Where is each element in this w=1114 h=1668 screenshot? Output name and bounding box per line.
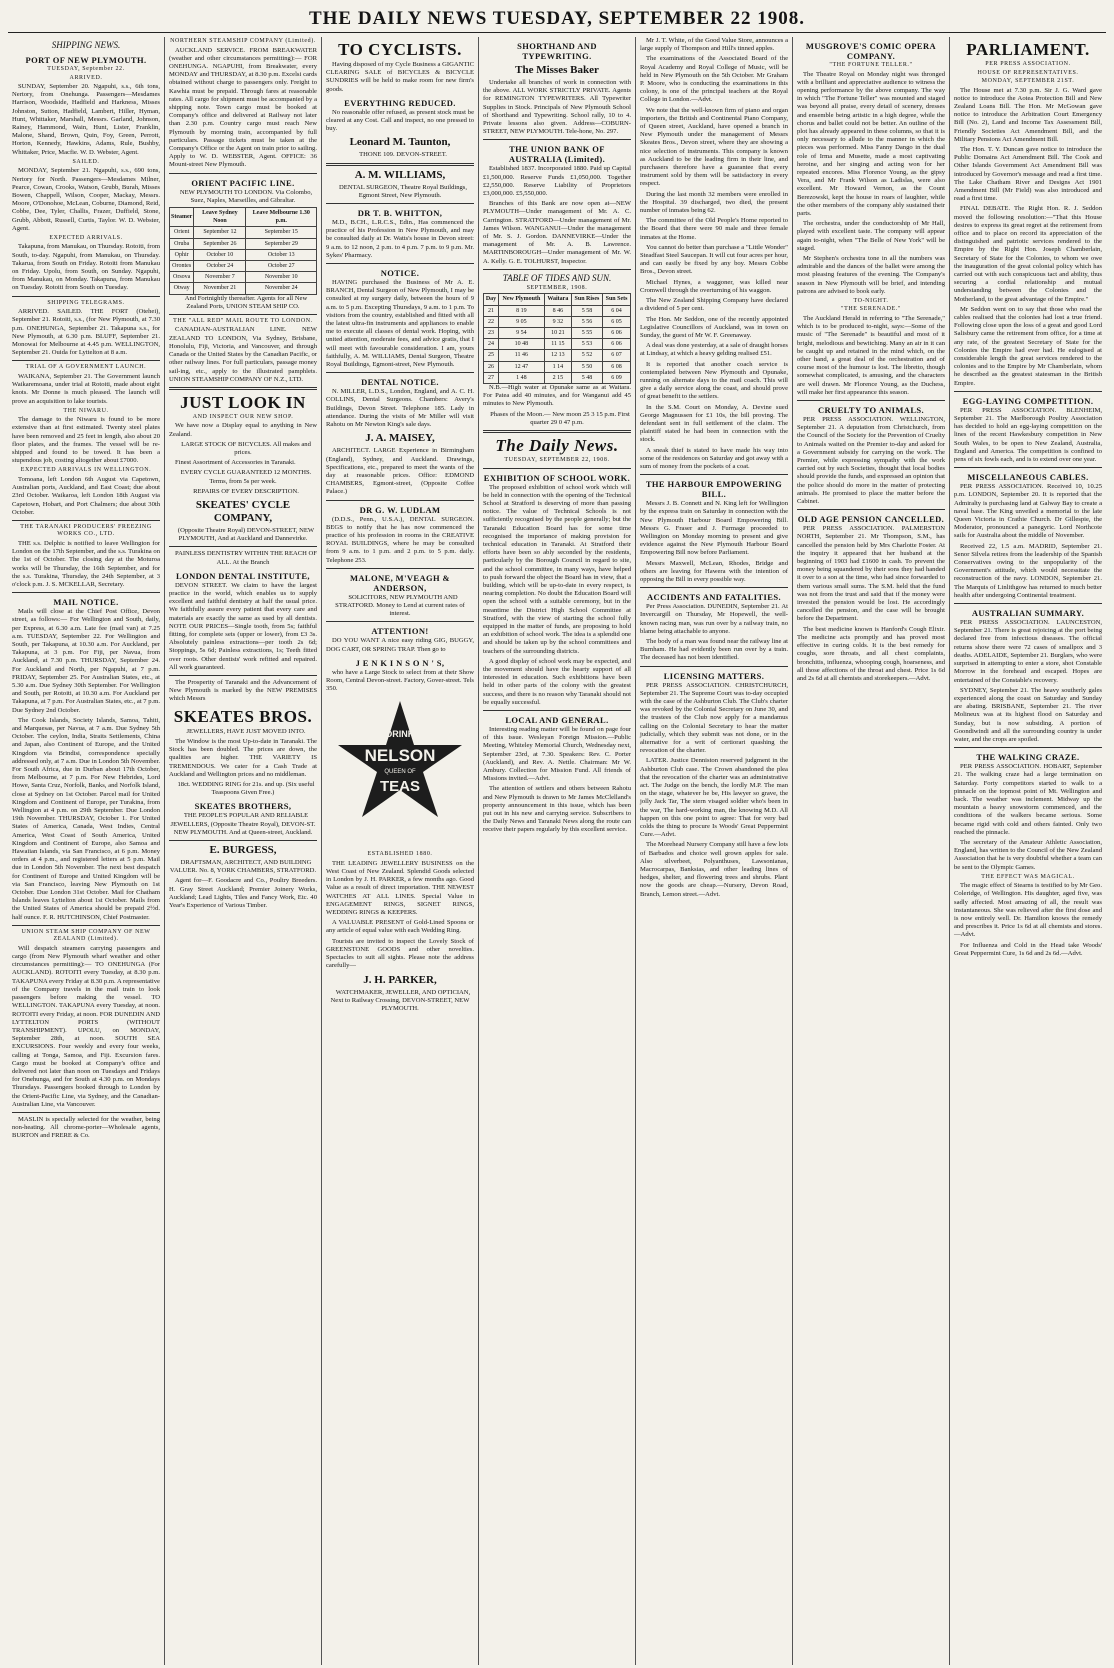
table-cell: 22 xyxy=(484,316,499,327)
table-cell: 2 15 xyxy=(544,372,571,383)
taunton-heading: Leonard M. Taunton, xyxy=(349,136,451,149)
table-cell: 21 xyxy=(484,305,499,316)
table-header: Leave Sydney Noon xyxy=(194,207,246,226)
trial-text: WAIKANA, September 21. The Government launch Waikaremoana, under trial at Rotoiti, made about eight knots. Mr Donne is much pleased. The launch will prove an acquisition to lake tourists. xyxy=(12,372,160,405)
news-item: The Hon. Mr Seddon, one of the recently appointed Legislative Councillors of Auckland, was in town on Sunday, the guest of Mr W. F. Greenaway. xyxy=(640,315,788,339)
table-cell: November 7 xyxy=(194,272,246,283)
table-cell: October 13 xyxy=(246,249,317,260)
attention-text: DO YOU WANT A nice easy riding GIG, BUGGY, DOG CART, OR SPRING TRAP. Then go to xyxy=(326,637,474,653)
tonight-text: The Auckland Herald in referring to "The Serenade," which is to be produced to-night, says:—Some of the music of "The Serenade" is beautiful and most of it bright, melodious and bewitching. Many an air in it can be caught up and retained in the mind which, on the other hand, a great deal of the orchestration and of course most of the humour is lost. The libretto, though somewhat complicated, is amusing, and the characters are well drawn. Mr Florence Young, as the Duchess, will make her first appearance this season. xyxy=(797,314,945,396)
news-item: We note that the well-known firm of piano and organ importers, the British and Continental Piano Company, of Queen street, Auckland, have opened a branch in New Plymouth under the management of Messrs Skeates Bros., Devon street, where they are showing a nice selection of instruments. This company is known as Auckland to be the leading firm in their line, and purchasers therefore have a guarantee that every instrument sold by them will be satisfactory in every respect. xyxy=(640,106,788,188)
expected-wellington-text: Tomoana, left London 6th August via Capetown, Australian ports, Auckland, and East Coast; due about 23rd October. Waikaroa, left London 18th August via Capetown, Hobart, and Port Chalmers; due about 30th October. xyxy=(12,475,160,516)
australian-summary-text-2: SYDNEY, September 21. The heavy southerly gales experienced along the coast on Saturday and Sunday are abating. BRISBANE, September 21. The river Molineux was at its highest flood on Saturday and Sunday, but is now subsiding. A portion of Goondiwindi and all the surrounding country is under water, and the crops are spoiled. xyxy=(954,686,1102,743)
parliament-text-3: FINAL DEBATE. The Right Hon. R. J. Seddon moved the following resolution:—"That this House desires to express its great regret at the retirement from office and to place on record its appreciation of the distinguished and patriotic services rendered to the Empire by the Right Hon. Joseph Chamberlain, Secretary of State for the Colonies, to whom we owe the inauguration of the great colonial policy which has carried out with such conspicuous tact and ability, thus securing a cordial relationship and mutual understanding between the Colonies and the Motherland, to the great advantage of the Empire." xyxy=(954,205,1102,303)
column-1 xyxy=(8,37,165,1665)
cyclists-text: Having disposed of my Cycle Business a GIGANTIC CLEARING SALE of BICYCLES & BICYCLE SUNDRIES will be held to make room for new firm's goods. xyxy=(326,61,474,93)
licensing-heading: LICENSING MATTERS. xyxy=(663,670,765,681)
teas-sub-text: QUEEN OF xyxy=(384,769,416,776)
table-cell: 10 21 xyxy=(544,327,571,338)
musgrove-text-3: Mr Stephen's orchestra tone in all the numbers was admirable and the dances of the ballet were among the most pleasing features of the evening. The Company's season in New Plymouth will be brief, and intending patrons are advised to book early. xyxy=(797,254,945,295)
table-cell: 6 06 xyxy=(603,339,631,350)
misc-cables-text-1: PER PRESS ASSOCIATION. Received 10, 10.25 p.m. LONDON, September 20. It is reported that the Admiralty is purchasing land at Galway Bay to create a naval base. The King unveiled a memorial to the late Queen Victoria in Crathie Church. Dr Gillespie, the Moderator, pronounced a panegyric. Lord Northcote sails for Australia about the middle of November. xyxy=(954,483,1102,540)
table-header: Waitara xyxy=(544,294,571,305)
amw-text: DENTAL SURGEON, Theatre Royal Buildings, Egmont Street, New Plymouth. xyxy=(338,183,468,199)
table-header: Sun Sets xyxy=(603,294,631,305)
amw-heading: A. M. WILLIAMS, xyxy=(354,168,446,181)
just-look-in-text-1: We have now a Display equal to anything in New Zealand. xyxy=(169,422,317,438)
daily-news-heading: The Daily News. xyxy=(495,436,619,455)
divider xyxy=(169,387,317,390)
divider xyxy=(326,500,474,501)
news-item: During the last month 32 members were enrolled in the Hospital. 39 discharged, two died, the present number of inmates being 62. xyxy=(640,190,788,215)
masthead: THE DAILY NEWS TUESDAY, SEPTEMBER 22 1908. xyxy=(8,6,1106,33)
table-cell: 8 19 xyxy=(498,305,544,316)
table-cell: Orient xyxy=(170,227,194,238)
table-row xyxy=(484,327,631,338)
table-cell: 24 xyxy=(484,339,499,350)
divider xyxy=(326,163,474,166)
table-row xyxy=(484,305,631,316)
misses-baker-text: Undertake all branches of work in connection with the above. ALL WORK STRICTLY PRIVATE. Agents for REMINGTON TYPEWRITERS. All Typewriter Supplies in Stock. Principals of New Plymouth School of Shorthand and Typewriting. School rally, 10 to 4. Private lessons also given. Address—COBURN-STREET, NEW PLYMOUTH. Tele-hone, No. 297. xyxy=(483,79,631,136)
ludlam-text: (D.D.S., Penn., U.S.A.), DENTAL SURGEON. BEGS to notify that he has now commenced the practice of his profession in rooms in the CREATIVE ROYAL BUILDINGS, where he may be consulted from 9 a.m. to 1 p.m. and 2 p.m. to 5 p.m. daily. Telephone 253. xyxy=(326,515,474,564)
table-cell: 1 48 xyxy=(498,372,544,383)
divider xyxy=(12,592,160,593)
column-2 xyxy=(165,37,322,1665)
port-heading: PORT OF NEW PLYMOUTH. xyxy=(25,55,147,65)
table-row xyxy=(170,272,317,283)
parliament-text-4: Mr Seddon went on to say that those who read the cables realised that the colonies had lost a true friend. Following close upon the loss of a great and good Lord Salisbury came the retirement from office, for a time at any rate, of the greatest Secretary of State for the Colonies the Empire had ever had. He eulogised at considerable length the great services rendered to the colonies and to the Empire by Mr Chamberlain, whom he described as the greatest statesman in the British Empire. xyxy=(954,305,1102,387)
parliament-text-2: The Hon. T. Y. Duncan gave notice to introduce the Public Domains Act Amendment Bill. The Cook and Other Islands Government Act Amendment Bill was introduced by Governor's message and read a first time. The Lake Chatham River and Designs Act 1901 Amendment Bill (Mr Field) was also introduced and read a first time. xyxy=(954,145,1102,203)
parliament-heading: PARLIAMENT. xyxy=(966,40,1090,59)
maisey-heading: J. A. MAISEY, xyxy=(365,432,435,445)
table-cell: October 27 xyxy=(246,260,317,271)
niwaru-text: The damage to the Niwaru is found to be more extensive than at first estimated. Twenty steel plates have been removed and 25 feet in length, also about 20 floor plates, and the frames. The vessel will be re-shipped and found to be towed. It has been a stupendous job, costing altogether about £7000. xyxy=(12,416,160,465)
australian-summary-text-1: PER PRESS ASSOCIATION. LAUNCESTON, September 21. There is great rejoicing at the port being declared free from infectious diseases. The official returns show there were 72 cases of smallpox and 3 deaths. ADELAIDE, September 21. Burglars, who were surprised in attempting to enter a store, shot Constable Morrow in the forehead and escaped. Hopes are entertained of the Constable's recovery. xyxy=(954,619,1102,684)
effect-text-2: For Influenza and Cold in the Head take Woods' Great Peppermint Cure, 1s 6d and 2s 6d.—Advt. xyxy=(954,941,1102,957)
divider xyxy=(12,520,160,521)
divider xyxy=(12,925,160,926)
reduced-heading: EVERYTHING REDUCED. xyxy=(344,97,456,108)
table-cell: 5 50 xyxy=(571,361,602,372)
expected-heading: EXPECTED ARRIVALS. xyxy=(49,234,123,241)
table-cell: September 26 xyxy=(194,238,246,249)
table-cell: 12 47 xyxy=(498,361,544,372)
skeates-bros-sub: JEWELLERS, HAVE JUST MOVED INTO. xyxy=(186,727,306,735)
divider xyxy=(326,621,474,622)
ludlam-heading: DR G. W. LUDLAM xyxy=(359,504,441,515)
tonight-heading: TO-NIGHT. xyxy=(853,297,889,304)
tonight-sub: "THE SERENADE." xyxy=(841,306,901,313)
telegrams-text: ARRIVED. SAILED. THE FORT (Otehei), September 21. Rotoiti, s.s., (for New Plymouth, at 7.30 p.m. ONEHUNGA, September 21. Takapuna s.s., for New Plymouth, at 6.30 p.m. BLUFF, September 21. Monowai for Melbourne at 4.45 p.m. WELLINGTON, September 21. Ouida for Lyttelton at 8 a.m. xyxy=(12,308,160,357)
licensing-text-3: The Morehead Nursery Company still have a few lots of Barbados and choice well grown apples for sale. Also silverbeet, Polyanthuses, Lawsonianas, Macrocarpas, Banksias, and other leading lines of hedges, shelter, and flowering trees and shrubs. Plant now the goods are cheap.—Nursery, Devon Road, Branch, Lemon street.—Advt. xyxy=(640,841,788,898)
divider xyxy=(954,467,1102,468)
news-item: A sneak thief is stated to have made his way into some of the residences on Saturday and got away with a sum of money from the pockets of a coat. xyxy=(640,446,788,470)
table-row xyxy=(484,350,631,361)
table-row xyxy=(484,372,631,383)
table-cell: 6 08 xyxy=(603,361,631,372)
musgrove-text-1: The Theatre Royal on Monday night was thronged with a brilliant and appreciative audience to witness the opening performance by the above company. The way in which "The Fortune Teller" was mounted and staged was beyond all praise, every detail of scenery, dresses and ensemble being artistic in a high degree, while the chorus and ballet could not be better. An outline of the plot has already appeared in these columns, so that it is only necessary to allude to the manner in which the pieces was performed. Miss Fanny Dango in the dual role of Irma and Musette, made a most captivating heroine, and her singing and acting won for her repeated encores. Miss Florence Young, as the gipsy Vera, and Mr Frank Wilson as Ladislas, were also excellent. Mr Howard Vernon, as the Count Berezowski, kept the house in roars of laughter, while the other members of the company ably sustained their parts. xyxy=(797,70,945,217)
prosperity-text: The Prosperity of Taranaki and the Advancement of New Plymouth is marked by the NEW PREMISES which Messrs xyxy=(169,679,317,703)
parliament-sub: PER PRESS ASSOCIATION. xyxy=(985,61,1071,67)
table-cell: 6 09 xyxy=(603,372,631,383)
table-row xyxy=(484,361,631,372)
table-row xyxy=(170,283,317,294)
table-cell: Ophir xyxy=(170,249,194,260)
trial-heading: TRIAL OF A GOVERNMENT LAUNCH. xyxy=(25,364,147,371)
table-cell: 5 48 xyxy=(571,372,602,383)
table-cell: 6 04 xyxy=(603,305,631,316)
expected-text: Takapuna, from Manukau, on Thursday. Rotoiti, from South, to-day. Ngapuhi, from Manukau, on Thursday. Takarua, from South on Friday. Rotoiti from Manukau on Friday. Upolu, from South, on Sunday. Ngapuhi, from Manukau, on Monday. Takapuna, from Manukau on Tuesday. Rotoiti from South on Tuesday. xyxy=(12,243,160,292)
skeates-brothers-heading: SKEATES BROTHERS, xyxy=(194,801,292,812)
table-cell: 10 48 xyxy=(498,339,544,350)
maslin-ad: MASLIN is specially selected for the weather, being non-heating. All chrome-porter—Wholesale agents, BURTON and FRERE & Co. xyxy=(12,1115,160,1140)
northern-steamship-text: AUCKLAND SERVICE. FROM BREAKWATER (weather and other circumstances permitting):— FOR ONEHUNGA. NGAPUHI, from Breakwater, every MONDAY and THURSDAY, at 8.30 p.m. Excelsi cards obtained without charge to passengers only. Freight to Kawhia must be prepaid. Through fares at reasonable rates. All cargo for shipment must be accompanied by a shipping note. Town cargo must be booked at Company's office and delivered at Railway not later than 2.30 p.m. Country cargo must reach New Plymouth by morning train, accompanied by full particulars. Passage tickets must be taken at the Company's Office or the Agent on train prior to sailing. Apply to W. D. WEBSTER, Agent. OFFICE: 36 Mount-street New Plymouth. xyxy=(169,46,317,169)
table-header: Sun Rises xyxy=(571,294,602,305)
column-3 xyxy=(322,37,479,1665)
table-cell: October 10 xyxy=(194,249,246,260)
divider xyxy=(169,840,317,841)
union-bank-text: Established 1837. Incorporated 1880. Paid up Capital £1,500,000. Reserve Funds £1,050,000. Together £2,550,000. Reserve Liability of Proprietors £3,000,000. £5,550,000. xyxy=(483,165,631,198)
divider xyxy=(169,546,317,547)
divider xyxy=(797,509,945,510)
table-cell: 9 54 xyxy=(498,327,544,338)
table-cell: 5 52 xyxy=(571,350,602,361)
harbour-text-2: Messrs Maxwell, McLean, Rhodes, Bridge and others are leaving for Hawera with the intention of opposing the Bill in every possible way. xyxy=(640,559,788,583)
tides-table xyxy=(483,293,631,384)
news-item: The New Zealand Shipping Company have declared a dividend of 5 per cent. xyxy=(640,297,788,313)
table-header: Steamer xyxy=(170,207,194,226)
table-cell: 6 06 xyxy=(603,327,631,338)
notice-text: HAVING purchased the Business of Mr A. E. BRANCH, Dental Surgeon of New Plymouth, I may be consulted at my surgery daily, between the hours of 9 a.m. to 5 p.m. Excepting Thursdays, 9 a.m. to 1 p.m. To visitors from the country, established and fitted with all the latest ultra-fin instruments and appliances to enable me to execute all classes of dental work. Hoping, with united attention, moderate fees, and advice gratis, that I will meet with favourable consideration. I am, yours faithfully, A. M. WILLIAMS, Dental Surgeon, Theatre Royal Buildings, Egmont-street, New Plymouth. xyxy=(326,279,474,369)
table-cell: September 15 xyxy=(246,227,317,238)
table-cell: November 24 xyxy=(246,283,317,294)
columns xyxy=(8,37,1106,1665)
divider xyxy=(326,372,474,373)
table-cell: September 29 xyxy=(246,238,317,249)
taunton-text: THONE 109. DEVON-STREET. xyxy=(359,151,447,159)
old-age-heading: OLD AGE PENSION CANCELLED. xyxy=(797,514,945,525)
divider xyxy=(483,139,631,140)
column-4 xyxy=(479,37,636,1665)
table-cell: November 10 xyxy=(246,272,317,283)
shipping-heading: SHIPPING NEWS. xyxy=(51,40,121,50)
table-cell: 1 14 xyxy=(544,361,571,372)
musgrove-sub: "THE FORTUNE TELLER." xyxy=(829,62,913,68)
news-item: The committee of the Old People's Home reported to the Board that there were 90 male and three female inmates at the Home. xyxy=(640,217,788,241)
union-bank-branches: Branches of this Bank are now open at—NEW PLYMOUTH—Under management of Mr. A. C. Carrington. STRATFORD—Under management of Mr. James Wilson. WANGANUI—Under the management of Mr. S. J. Gordon. DANNEVIRKE—Under the management of Mr. A. B. Lawrence. MARTINBOROUGH—Under management of Mr. W. A. Kelly. G. E. TOLHURST, Inspector. xyxy=(483,200,631,265)
divider xyxy=(169,675,317,676)
teas-bottom-text: TEAS xyxy=(379,778,421,796)
burgess-heading: E. BURGESS, xyxy=(209,843,277,856)
table-cell: 12 13 xyxy=(544,350,571,361)
table-cell: 9 32 xyxy=(544,316,571,327)
just-look-in-text-4: EVERY CYCLE GUARANTEED 12 MONTHS. Terms, from 5s per week. xyxy=(180,469,312,485)
table-cell: Otway xyxy=(170,283,194,294)
expected-wellington-heading: EXPECTED ARRIVALS IN WELLINGTON. xyxy=(20,467,152,474)
australian-summary-heading: AUSTRALIAN SUMMARY. xyxy=(971,608,1085,619)
table-row xyxy=(170,227,317,238)
parker-text: WATCHMAKER, JEWELLER, AND OPTICIAN, Next to Railway Crossing, DEVON-STREET, NEW PLYMOUTH. xyxy=(330,988,471,1012)
table-header: Day xyxy=(484,294,499,305)
divider xyxy=(640,587,788,588)
divider xyxy=(797,400,945,401)
table-cell: Orsova xyxy=(170,272,194,283)
shorthand-heading: SHORTHAND AND TYPEWRITING. xyxy=(517,41,597,61)
telegrams-heading: SHIPPING TELEGRAMS. xyxy=(47,299,125,306)
freezing-works-heading: THE TARANAKI PRODUCERS' FREEZING WORKS CO., LTD. xyxy=(20,523,152,538)
mail-heading: MAIL NOTICE. xyxy=(53,597,119,608)
london-dental-heading: LONDON DENTAL INSTITUTE, xyxy=(176,570,310,581)
misses-baker-heading: The Misses Baker xyxy=(515,64,599,76)
jenkinson-text: who have a Large Stock to select from at their Show Room, Central Devon-street. Factory, Gover-street. Tels 350. xyxy=(326,668,474,693)
whitton-text: M.D., B.CH., L.R.C.S., Edin., Has commenced the practice of his Profession in New Plymouth, and may be consulted daily at Dr. Watts's house in Devon street: 9 a.m. to 12 noon, 2 p.m. to 4 p.m. 7 p.m. to 9 p.m. Mr. Sykes' Pharmacy. xyxy=(326,219,474,259)
divider xyxy=(954,747,1102,748)
licensing-text-1: PER PRESS ASSOCIATION. CHRISTCHURCH, September 21. The Supreme Court was to-day occupied with the case of the Ashburton Club. The Club's charter was revoked by the Colonial Secretary on June 30, and the trustees of the Club now apply for a mandamus calling on the Colonial Secretary to hear the matter judicially, which they submit was not done, or in the alternative for a writ of certiorari quashing the revocation of the charter. xyxy=(640,681,788,755)
egg-laying-text: PER PRESS ASSOCIATION. BLENHEIM, September 21. The Marlborough Poultry Association has decided to hold an egg-laying competition on the lines of the recent Hawkesbury competition in New South Wales, to be open to New Zealand, Australia, England and America. The competition is confined to pens of six fowls each, and is to extend over one year. xyxy=(954,406,1102,464)
table-cell: 5 53 xyxy=(571,339,602,350)
just-look-in-sub: AND INSPECT OUR NEW SHOP. xyxy=(192,413,294,420)
all-red-heading: THE "ALL RED" MAIL ROUTE TO LONDON. xyxy=(173,317,313,324)
column-5 xyxy=(636,37,793,1665)
news-item: In the S.M. Court on Monday, A. Devine sued George Magnussen for £1 10s, the bill proving. The defendant sent in full settlement of the claim. The plaintiff stated he had been in connection with the stock. xyxy=(640,403,788,444)
table-cell: 11 15 xyxy=(544,339,571,350)
divider xyxy=(12,296,160,297)
divider xyxy=(483,269,631,270)
sailed-heading: SAILED. xyxy=(72,158,100,165)
table-cell: 5 56 xyxy=(571,316,602,327)
table-cell: 6 07 xyxy=(603,350,631,361)
valuable-present-text: A VALUABLE PRESENT of Gold-Lined Spoons or any article of equal value with each Wedding Ring. xyxy=(326,919,474,935)
accidents-text-2: The body of a man was found near the railway line at Burnham. He had evidently been run over by a train. The deceased has not been identified. xyxy=(640,638,788,662)
walking-craze-text-2: The secretary of the Amateur Athletic Association, England, has written to the Council of the New Zealand Association that he is very doubtful whether a team can be sent to the Olympic Games. xyxy=(954,838,1102,871)
walking-craze-heading: THE WALKING CRAZE. xyxy=(976,752,1080,763)
table-row xyxy=(170,238,317,249)
burgess-text: DRAFTSMAN, ARCHITECT, AND BUILDING VALUER. No. 8, YORK CHAMBERS, STRATFORD. xyxy=(169,858,317,875)
table-cell: 6 05 xyxy=(603,316,631,327)
sailed-text: MONDAY, September 21. Ngapuhi, s.s., 690 tons, Nertory for North. Passengers—Mesdames Milner, Pearce, Cowan, Crooks, Watson, Grubb, Burah, Misses Bowen, Chappell, Wilson, Cooper, Mackay, Messrs. Moore, O'Donohoe, McLean, Coburne, Diamond, Reid, Cobbe, Dee, Tyler, Challis, Frazer, Duffield, Stone, Grubb, Abbott, Russell, Curtis, Taylor. W. D. Webster, Agent. xyxy=(12,167,160,232)
mail-text-2: The Cook Islands, Society Islands, Samoa, Tahiti, and Marquesas, per Navua, at 7 a.m. Due Sydney 5th October. The ceylon, India, Straits Settlements, China and Japan, also Continent of Europe, and the United Kingdom via Brindisi, correspondence specially addressed only, at 7 a.m. Due in London 5th November. For South Africa, due in Durban about 17th October, from Melbourne, at 7 p.m. For New Hebrides, Lord Howe, Santa Cruz, Norfolk, Banks, and Norfolk Island, close at Sydney on 1st October. Parcel mail for United Kingdom and Continent of Europe, per Turakina, from Wellington at 4 p.m. on 29th September. Due London 19th November. THURSDAY, October 1. For United States of America, Canada, West Indies, Central America, West Coast of South America, United Kingdom and Continent of Europe, also Samoa and Hawaiian Islands, via San Francisco, at 6 p.m. Money orders at 4 p.m., and registered letters at 5 p.m. Mail due in London 5th November. The next best despatch for Continent of Europe and United Kingdom will be via San Francisco, leaving New Plymouth on 1st October. Due London 31st October. Mail for Chatham Islands leaves Lyttelton about 1st October. Mails from the United States of America should be prepaid 2½d. half ounce. F. R. HUTCHINSON, Chief Postmaster. xyxy=(12,716,160,921)
divider xyxy=(169,173,317,174)
news-item: Michael Hynes, a waggoner, was killed near Cromwell through the overturning of his waggon. xyxy=(640,278,788,294)
northern-steamship-heading: NORTHERN STEAMSHIP COMPANY (Limited). xyxy=(170,38,316,44)
tides-subheading: SEPTEMBER, 1908. xyxy=(526,284,588,291)
cruelty-heading: CRUELTY TO ANIMALS. xyxy=(817,405,925,416)
orient-heading: ORIENT PACIFIC LINE. xyxy=(191,177,295,188)
just-look-in-text-2: LARGE STOCK OF BICYCLES. All makes and prices. xyxy=(181,440,311,457)
divider xyxy=(483,430,631,433)
harbour-text-1: Messrs J. B. Connett and N. King left for Wellington by the express train on Saturday in connection with the New Plymouth Harbour Board Empowering Bill. Messrs G. Fraser and J. Furmage proceeded to Wellington on Monday morning to present and give evidence against the New Plymouth Harbour Board Empowering Bill now before Parliament. xyxy=(640,500,788,557)
painless-text: PAINLESS DENTISTRY WITHIN THE REACH OF ALL. At the Branch xyxy=(175,550,317,566)
news-item: Mr J. T. White, of the Good Value Store, announces a large supply of Thompson and Hill's tinned apples. xyxy=(640,37,788,53)
exhibition-text-1: The proposed exhibition of school work which will be held in connection with the opening of the Technical School at Stratford is deserving of more than passing notice. The value of Technical Schools is not sufficiently recognised by the people generally; but the Taranaki Education Board has for some time recognised the importance of making provision for technical education in Taranaki. At Stratford their efforts have been so ably seconded by the residents, particularly by the Borough Council in regard to site, and the school committee, in many ways, have helped to push forward the object the Board has in view, that a building, which will be up-to-date in every respect, is nearing completion. No doubt the Education Board will open the school with a suitable ceremony, but in the meantime the District High School Committee at Stratford, with the view of starting the school fully equipped in the matter of funds, are proposing to hold an exhibition of school work. The idea is a splendid one and should be taken up by the school committees and teachers of the surrounding districts. xyxy=(483,483,631,655)
parker-heading: J. H. PARKER, xyxy=(363,973,437,986)
union-steam-text: Will despatch steamers carrying passengers and cargo (from New Plymouth wharf weather and other circumstances permitting):— TO ONEHUNGA (For AUCKLAND). ROTOITI every Tuesday, at 8.30 p.m. TAKAPUNA every Friday at 8.30 p.m. A representative of the Company travels in the mail train to look passengers before making the vessel. TO WELLINGTON. TAKAPUNA every Tuesday, at noon. ROTOITI every Friday, at noon. FOR DUNEDIN AND LYTTELTON PORTS (WITHOUT TRANSHIPMENT). UPOLU, on MONDAY, September 28th, at noon. SOUTH SEA EXCURSIONS. Four weekly and every four weeks, calling at Tonga, Samoa, and Fiji. Excursion fares. Cargo must be booked at Company's office and delivered not later than noon on Tuesdays and Fridays for Onehunga, and for South at 4.30 p.m. on Mondays Thursdays. Passengers booked through to London by the Orient-Pacific Line, via Sydney, and the Canadian-Australian Line, via Vancouver. xyxy=(12,944,160,1108)
divider xyxy=(640,474,788,475)
musgrove-text-2: The orchestra, under the conductorship of Mr Hall, played with excellent taste. The company will appear again to-night, when "The Belle of New York" will be staged. xyxy=(797,220,945,252)
column-7 xyxy=(950,37,1106,1665)
table-cell: September 12 xyxy=(194,227,246,238)
divider xyxy=(483,710,631,711)
exhibition-text-2: A good display of school work may be expected, and the movement should have the hearty support of all interested in education. Such exhibitions have been held in other parts of the colony with the greatest success, and there is no reason why Taranaki should not be equally successful. xyxy=(483,657,631,706)
walking-craze-text-1: PER PRESS ASSOCIATION. HOBART, September 21. The walking craze had a large termination on Saturday. Forty competitors started to walk to a pinnacle on the topmost point of Mt. Wellington and back. The weather was inclement. Midway up the mountain a heavy snowstorm commenced, and the conditions of the walkers became serious. Some became rigid with cold and others fainted. Only two reached the pinnacle. xyxy=(954,763,1102,836)
parliament-text-1: The House met at 7.30 p.m. Sir J. G. Ward gave notice to introduce the Aotea Protection Bill and New Zealand Loans Bill. The Hon. Mr McGowan gave notice to introduce the Arbitration Court Emergency Bill (No. 2), Land and Income Tax Assessment Bill, Friendly Societies Act Amendment Bill, and the Military Pensions Act Amendment Bill. xyxy=(954,86,1102,143)
divider xyxy=(326,263,474,264)
local-general-heading: LOCAL AND GENERAL. xyxy=(505,714,609,725)
column-6 xyxy=(793,37,950,1665)
table-row xyxy=(170,249,317,260)
divider xyxy=(12,360,160,361)
table-row xyxy=(170,260,317,271)
divider xyxy=(326,203,474,204)
licensing-text-2: LATER. Justice Denniston reserved judgment in the Ashburton Club case. The Crown abandoned the plea that the revocation of the charter was an administrative act. The Judge on the bench, the lordly M.P. The man on the stage, whatever he be, His lawyer so grave, the jolly Jack Tar, The stern visaged soldier who's been in the war, The hard-working man, the knowing M.D. All happen on this one point to agree: That for very bad colds the thing to procure Is Woods' Great Peppermint Cure.—Advt. xyxy=(640,757,788,839)
tourists-text: Tourists are invited to inspect the Lovely Stock of GREENSTONE GOODS and other novelties. Spectacles to suit all sights. Please note the address carefully— xyxy=(326,937,474,970)
accidents-text-1: Per Press Association. DUNEDIN, September 21. At Invercargill on Thursday, Mr Hopewell, the well-known racing man, was run over by a railway train, no blame being attachable to anyone. xyxy=(640,603,788,635)
just-look-in-text-5: REPAIRS OF EVERY DESCRIPTION. xyxy=(193,487,299,495)
orient-route: NEW PLYMOUTH TO LONDON. Via Colombo, Suez, Naples, Marseilles, and Gibraltar. xyxy=(179,188,313,204)
table-cell: Orontes xyxy=(170,260,194,271)
harbour-heading: THE HARBOUR EMPOWERING BILL. xyxy=(645,479,783,500)
union-bank-heading: THE UNION BANK OF AUSTRALIA (Limited). xyxy=(508,144,606,165)
tides-note: N.B.—High water at Opunake same as at Waitara. For Patea add 40 minutes, and for Wanganui add 45 minutes to New Plymouth. xyxy=(483,383,631,408)
skeates-cycle-heading: SKEATES' CYCLE COMPANY, xyxy=(195,499,291,525)
news-item: The examinations of the Associated Board of the Royal Academy and Royal College of Music, will be held in New Plymouth on the 5th October. Mr Graham P. Moore, who is conducting the examinations in this colony, is one of the principal teachers at the Royal College in London.—Advt. xyxy=(640,55,788,104)
dental-notice-text: N. MILLER, L.D.S., London, England, and A. C. H. COLLINS, Dental Surgeons. Chambers: Avery's Buildings, Devon Street. Telephone 185. Lady in attendance. During the visits of Mr Miller will visit Rahotu on Mr Newton King's sale days. xyxy=(326,388,474,429)
arrived-text: SUNDAY, September 20. Ngapuhi, s.s., 6th tons, Nertory, from Onehunga. Passengers—Mesdames Harrison, Woodside, Hadfield and Harkness, Misses Johnston, Sutton, Hadfield, Lambert, Hiller, Hyman, Hunt, Whittaker, Marshall, Messrs. Garland, Johnson, Rainey, Hammond, Wain, Hunt, Lister, Franklin, Malone, Shand, Brown, Quin, Foy, Green, Perrott, Horton, Kennedy, Hawkins, Adams, Rule, Bushby, Whittaker, Price, Macfie. W. D. Webster, Agent. xyxy=(12,83,160,156)
local-general-text-2: The attention of settlers and others between Rahotu and New Plymouth is drawn to Mr James McClelland's property announcement in this issue, which has been put out in his new and carrying service. Subscribers to the Daily News and Taranaki News along the route can receive their papers regularly by this excellent service. xyxy=(483,785,631,834)
cruelty-text: PER PRESS ASSOCIATION. WELLINGTON, September 21. A deputation from Christchurch, from the Council of the Society for the Prevention of Cruelty to Animals waited on the Premier to-day and asked for a Government subsidy for carrying on the work. The Premier, while expressing sympathy with the work carried out by such Societies, thought that local bodies should provide the funds, and expressed an opinion that the police should do more in the matter of protecting animals. He promised to place the matter before the Cabinet. xyxy=(797,416,945,506)
table-header: Leave Melbourne 1.30 p.m. xyxy=(246,207,317,226)
nelson-teas-star-logo xyxy=(326,697,474,847)
malone-heading: MALONE, M'VEAGH & ANDERSON, xyxy=(349,572,451,593)
niwaru-heading: THE NIWARU. xyxy=(63,407,109,414)
divider xyxy=(326,568,474,569)
port-date: TUESDAY, September 22. xyxy=(47,66,125,72)
notice-heading: NOTICE. xyxy=(380,268,420,279)
old-age-text-2: The best medicine known is Hanford's Cough Elixir. The medicine acts promptly and has proved most effective in curing colds. It is the best remedy for coughs, sore throats, and all chest complaints, bronchitis, influenza, whooping cough, hoarseness, and all those affections of the throat and chest. Price 1s 6d and 2s 6d at all chemists and storekeepers.—Advt. xyxy=(797,625,945,682)
arrived-heading: ARRIVED. xyxy=(69,74,103,81)
established-text: ESTABLISHED 1880. xyxy=(367,851,433,858)
news-item: A deal was done yesterday, at a sale of draught horses at Lindsay, at which a heavy gelding realised £51. xyxy=(640,342,788,358)
just-look-in-heading: JUST LOOK IN xyxy=(180,392,306,412)
union-steam-heading: UNION STEAM SHIP COMPANY OF NEW ZEALAND (Limited). xyxy=(21,928,151,943)
maisey-text: ARCHITECT. LARGE Experience in Birmingham (England), Sydney, and Auckland. Drawings, Specifications, etc., prepared to meet the wants of the day at reasonable prices. Office: EDMOND CHAMBERS, Egmont-street, (Opposite Coffee Palace.) xyxy=(326,447,474,496)
table-cell: October 24 xyxy=(194,260,246,271)
news-item: It is reported that another coach service is contemplated between New Plymouth and Opunake, running on alternate days to the mail coach. This will give a daily service along the coast, and should prove of great benefit to the settlers. xyxy=(640,360,788,401)
daily-news-date: TUESDAY, SEPTEMBER 22, 1908. xyxy=(504,457,610,463)
dental-notice-heading: DENTAL NOTICE. xyxy=(361,377,439,388)
table-row xyxy=(484,339,631,350)
divider xyxy=(483,468,631,469)
skeates-brothers-text: THE PEOPLE'S POPULAR AND RELIABLE JEWELLERS, (Opposite Theatre Royal), DEVON-ST. NEW PLYMOUTH. And at Queen-street, Auckland. xyxy=(170,812,316,836)
cyclists-text-2: No reasonable offer refused, as present stock must be cleared at any Cost. Call and inspect, no one pressed to buy. xyxy=(326,108,474,133)
table-cell: 23 xyxy=(484,327,499,338)
orient-agents: And Fortnightly thereafter. Agents for all New Zealand Ports, UNION STEAM SHIP CO. xyxy=(184,294,308,310)
jenkinson-heading: J E N K I N S O N ' S, xyxy=(355,657,445,668)
london-dental-text: DEVON STREET. We claim to have the largest practice in the world, which enables us to supply excellent and faithful dentistry at half the usual price. We faithfully assure every patient that every care and materials are exactly the same as used by all dentists. NOTE OUR PRICES—Single tooth, from 5s; faithful fitting, for complete sets (upper or lower), from £3 3s. Absolutely painless extractions—per tooth 2s 6d; Stoppings, 5s 6d; Painless extractions, 1s; Teeth fitted over roots. Other dentists' work refitted and repaired. All work guaranteed. xyxy=(169,581,317,671)
divider xyxy=(12,1112,160,1113)
table-row xyxy=(484,316,631,327)
news-item: You cannot do better than purchase a "Little Wonder" Steadfast Steel Saucepan. It will cut four acres per hour, and can easily be fixed by any boy. Messrs Cobbe Bros., Devon street. xyxy=(640,243,788,276)
divider xyxy=(954,603,1102,604)
misc-cables-text-2: Received 22, 1.5 a.m. MADRID, September 21. Senor Silvela retires from the leadership of the Spanish Conservatives owing to the unpopularity of the Government's attitude, which would necessitate the reconstruction of the navy. LONDON, September 21. The Marquis of Linlithgow has returned to much better health after undergoing Continental treatment. xyxy=(954,542,1102,599)
table-cell: 8 46 xyxy=(544,305,571,316)
table-cell: 27 xyxy=(484,372,499,383)
malone-text: SOLICITORS, NEW PLYMOUTH AND STRATFORD. Money to Lend at current rates of interest. xyxy=(335,593,465,618)
teas-top-text: DRINK xyxy=(385,729,415,740)
teas-mid-text: NELSON xyxy=(364,746,436,766)
table-cell: Oruba xyxy=(170,238,194,249)
house-date: MONDAY, SEPTEMBER 21ST. xyxy=(981,78,1075,84)
tides-heading: TABLE OF TIDES AND SUN. xyxy=(502,272,612,283)
divider xyxy=(640,666,788,667)
effect-text-1: The magic effect of Stearns is testified to by Mr Geo. Coleridge, of Wellington. His daughter, aged five, was sadly affected. Most amazing of all, the result was instantaneous. She was relieved after the first dose and is now entirely well. Dr. Hamilton knows the remedy and prescribes it. Price 1s 6d at all chemists and stores.—Advt. xyxy=(954,882,1102,939)
freezing-works-text: THE s.s. Delphic is notified to leave Wellington for London on the 17th September, and the s.s. Turakina on the 1st of October. The closing day at the Moturoa works will be Thursday, the 16th September, and for the s.s. Turakina, Thursday, the 24th September, at 3 o'clock p.m. J. S. MCKELLAR, Secretary. xyxy=(12,539,160,588)
table-cell: 11 46 xyxy=(498,350,544,361)
burgess-agent-text: Agent for—F. Goodacre and Co., Poultry Breeders. H. Gray Street Auckland; Premier Joinery Works, Auckland; Lead Lights, Tiles and Fancy Work, Etc. 40 Year's Experience of Various Timber. xyxy=(169,877,317,909)
mail-text-1: Mails will close at the Chief Post Office, Devon street, as follows:— For Wellington and South, daily, per Express, at 6.30 a.m. Late fee (mail van) at 7.25 a.m. TUESDAY, September 22. For Wellington and South, per Takapuna, at 10.30 a.m. For Auckland, per Takapuna, at 3 p.m. For Fiji, per Navua, from Auckland, at 7.30 p.m. THURSDAY, September 24. For Auckland and North, per Ngapuhi, at 7 p.m. FRIDAY, September 25. For Australian States, etc., at 5.30 a.m. Due Sydney 30th September. For Wellington and South, per Rotoiti, at 10.30 a.m. For Auckland per Takapuna, at 7 p.m. For Australian States, etc., at 7 p.m. Due Sydney 2nd October. xyxy=(12,608,160,714)
effect-heading: THE EFFECT WAS MAGICAL. xyxy=(981,873,1075,880)
cyclists-heading: TO CYCLISTS. xyxy=(338,40,462,59)
misc-cables-heading: MISCELLANEOUS CABLES. xyxy=(967,472,1089,483)
whitton-heading: DR T. B. WHITTON, xyxy=(357,208,443,219)
old-age-text-1: PER PRESS ASSOCIATION. PALMERSTON NORTH, September 21. Mr Thompson, S.M., has cancelled the pension held by Mrs Charlotte Foster. At the inquiry it appeared that her husband at the beginning of 1903 had £1600 in cash. To prevent the money being squandered by their sons they had handed it over to a son at the time, who had since forwarded to them various small sums. The S.M. held that the fund was not from the trust and said that if the money were invested the pension would be lost. He accordingly cancelled the pension, and the case will be brought before the Department. xyxy=(797,525,945,623)
house-heading: HOUSE OF REPRESENTATIVES. xyxy=(977,69,1079,76)
attention-heading: ATTENTION! xyxy=(371,626,429,637)
divider xyxy=(169,314,317,315)
table-cell: 25 xyxy=(484,350,499,361)
skeates-bros-heading: SKEATES BROS. xyxy=(173,706,313,726)
divider xyxy=(954,391,1102,392)
table-header: New Plymouth xyxy=(498,294,544,305)
skeates-bros-text: The Window is the most Up-to-date in Taranaki. The Stock has been doubled. The prices are down, the qualities are higher. THE VARIETY IS TREMENDOUS. We cater for a Cash Trade at Auckland and Wellington prices and no middleman. xyxy=(169,737,317,778)
wedding-ring-text: 18ct. WEDDING RING for 21s. and up. (Six useful Teaspoons Given Free.) xyxy=(177,780,315,797)
accidents-heading: ACCIDENTS AND FATALITIES. xyxy=(647,592,781,603)
table-cell: 5 55 xyxy=(571,327,602,338)
orient-sailings-table xyxy=(169,207,317,295)
egg-laying-heading: EGG-LAYING COMPETITION. xyxy=(962,395,1094,406)
table-cell: 5 58 xyxy=(571,305,602,316)
table-cell: 26 xyxy=(484,361,499,372)
exhibition-heading: EXHIBITION OF SCHOOL WORK. xyxy=(483,472,631,483)
just-look-in-text-3: Finest Assortment of Accessories in Taranaki. xyxy=(175,459,296,467)
musgrove-heading: MUSGROVE'S COMIC OPERA COMPANY. xyxy=(805,41,937,61)
table-cell: 9 05 xyxy=(498,316,544,327)
moon-phases: Phases of the Moon.— New moon 25 3 15 p.m. First quarter 29 0 47 p.m. xyxy=(490,410,630,426)
table-cell: November 21 xyxy=(194,283,246,294)
skeates-cycle-text: (Opposite Theatre Royal) DEVON-STREET, NEW PLYMOUTH, And at Auckland and Dannevirke. xyxy=(177,527,315,543)
all-red-text: CANADIAN-AUSTRALIAN LINE. NEW ZEALAND TO LONDON, Via Sydney, Brisbane, Honolulu, Fiji, Victoria, and Vancouver, and through Canada or the United States by the Canadian Pacific, or other railway lines. For full particulars, passage money sail-ing, etc., apply to the illustrated pamphlets. UNION STEAMSHIP COMPANY OF N.Z., LTD. xyxy=(169,326,317,383)
leading-jewellery-text: THE LEADING JEWELLERY BUSINESS on the West Coast of New Zealand. Splendid Goods selected in London by J. H. PARKER, a few months ago. Good Value as a result of direct importation. THE NEWEST WATCHES AT ALL LINES. Special Value in ENGAGEMENT RINGS, SIGNET RINGS, WEDDING RINGS & KEEPERS. xyxy=(326,859,474,917)
local-general-text-1: Interesting reading matter will be found on page four of this issue. Wesleyan Foreign Mission.—Public Meeting, Whiteley Memorial Church, Wednesday next, September 23rd, at 7.30. Speakers: Rev. C. Porter (Auckland), and Rev. A. Nettle. Chairman: Mr W. Ambury. Collection for Mission Fund. All friends of Missions invited.—Advt. xyxy=(483,725,631,783)
